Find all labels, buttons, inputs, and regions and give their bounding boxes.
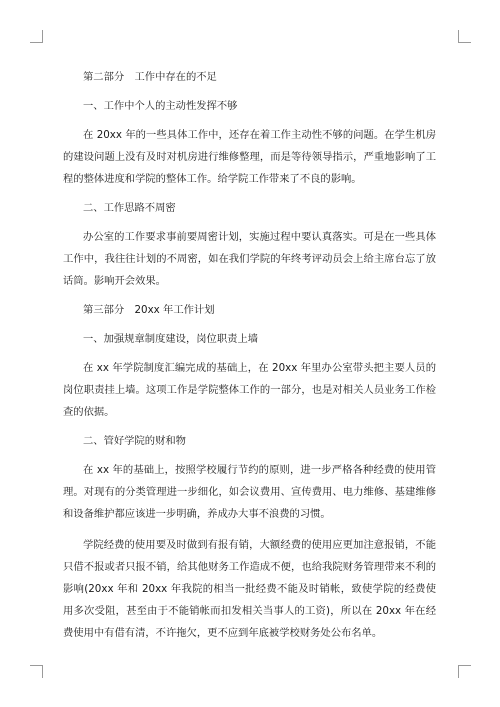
crop-mark-top-right (458, 30, 471, 43)
paragraph-regulations: 在 xx 年学院制度汇编完成的基础上，在 20xx 年里办公室带头把主要人员的岗位职责挂上墙。这项工作是学院整体工作的一部分，也是对相关人员业务工作检查的依据。 (63, 362, 436, 418)
subheading-finance: 二、管好学院的财和物 (83, 435, 186, 447)
subheading-planning: 二、工作思路不周密 (83, 202, 176, 214)
paragraph-finance-reimbursement: 学院经费的使用要及时做到有报有销，大额经费的使用应更加注意报销，不能只借不报或者只报不销，给其他财务工作造成不便，也给我院财务管理带来不利的影响(20xx 年和 20xx 年我院的相当一批经费不能及时销帐，致使学院的经费使用多次受阻，甚至由于不能销帐而扣发相关当事人的工资)，所以在 20xx 年在经费使用中有借有清，不许拖欠，更不应到年底被学校财务处公布名单。 (63, 539, 436, 639)
subheading-initiative: 一、工作中个人的主动性发挥不够 (83, 100, 238, 112)
crop-mark-bottom-left (30, 665, 43, 678)
document-body (63, 66, 436, 644)
crop-mark-bottom-right (458, 665, 471, 678)
subheading-regulations: 一、加强规章制度建设，岗位职责上墙 (83, 333, 259, 345)
crop-mark-top-left (30, 30, 43, 43)
section-heading-part-two: 第二部分 工作中存在的不足 (83, 71, 217, 83)
paragraph-initiative: 在 20xx 年的一些具体工作中，还存在着工作主动性不够的问题。在学生机房的建设问题上没有及时对机房进行维修整理，而是等待领导指示，严重地影响了工程的整体进度和学院的整体工作。给学院工作带来了不良的影响。 (63, 129, 436, 185)
paragraph-finance-management: 在 xx 年的基础上，按照学校履行节约的原则，进一步严格各种经费的使用管理。对现有的分类管理进一步细化，如会议费用、宣传费用、电力维修、基建维修和设备维护都应该进一步明确，养成办大事不浪费的习惯。 (63, 464, 436, 520)
paragraph-planning: 办公室的工作要求事前要周密计划，实施过程中要认真落实。可是在一些具体工作中，我往往计划的不周密，如在我们学院的年终考评动员会上给主席台忘了放话筒。影响开会效果。 (63, 231, 436, 287)
section-heading-part-three: 第三部分 20xx 年工作计划 (83, 304, 215, 316)
